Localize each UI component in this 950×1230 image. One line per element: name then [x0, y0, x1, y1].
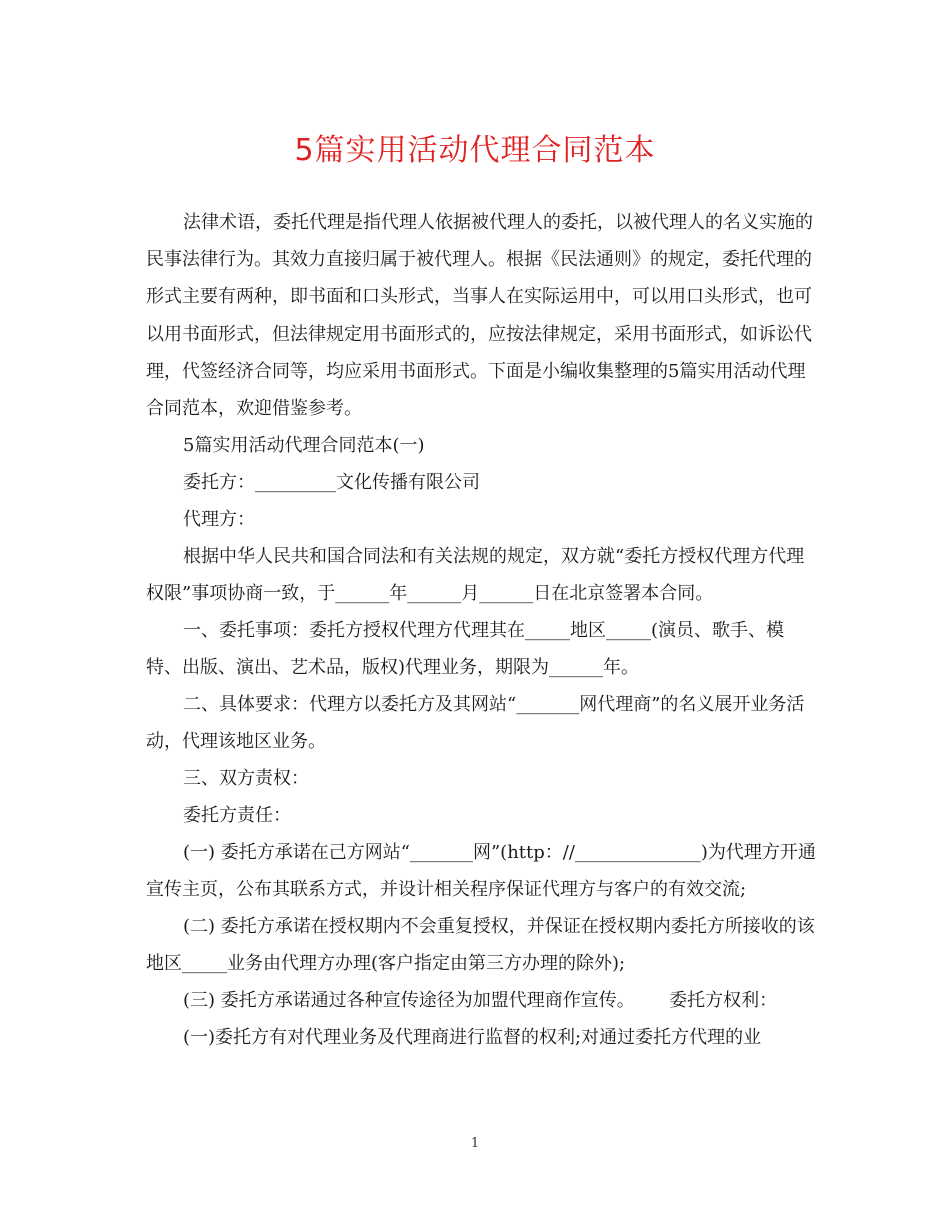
clause-3-heading: 三、双方责权： [183, 768, 309, 790]
principal-line: 委托方：_________文化传播有限公司 [183, 472, 480, 494]
duty-item-2: (二) 委托方承诺在授权期内不会重复授权，并保证在授权期内委托方所接收的该地区_____业务由代理方办理(客户指定由第三方办理的除外); [146, 916, 815, 975]
rights-item-1: (一)委托方有对代理业务及代理商进行监督的权利;对通过委托方代理的业 [183, 1027, 762, 1049]
principal-duties-heading: 委托方责任： [183, 805, 291, 827]
document-title: 5篇实用活动代理合同范本 [294, 133, 656, 168]
page-number: 1 [470, 1136, 480, 1151]
section-heading: 5篇实用活动代理合同范本(一) [183, 435, 425, 457]
duty-item-3: (三) 委托方承诺通过各种宣传途径为加盟代理商作宣传。 委托方权利： [183, 990, 778, 1012]
clause-1-paragraph: 一、委托事项：委托方授权代理方代理其在_____地区_____(演员、歌手、模特、出版、演出、艺术品，版权)代理业务，期限为______年。 [146, 620, 785, 679]
contract-basis-paragraph: 根据中华人民共和国合同法和有关法规的规定，双方就“委托方授权代理方代理权限”事项协商一致，于______年______月______日在北京签署本合同。 [146, 546, 805, 605]
duty-item-1: (一) 委托方承诺在己方网站“_______网”(http：//______________)为代理方开通宣传主页，公布其联系方式，并设计相关程序保证代理方与客户的有效交流; [146, 842, 816, 901]
intro-paragraph: 法律术语，委托代理是指代理人依据被代理人的委托，以被代理人的名义实施的民事法律行为。其效力直接归属于被代理人。根据《民法通则》的规定，委托代理的形式主要有两种，即书面和口头形式，当事人在实际运用中，可以用口头形式，也可以用书面形式，但法律规定用书面形式的，应按法律规定，采用书面形式，如诉讼代理，代签经济合同等，均应采用书面形式。下面是小编收集整理的5篇实用活动代理合同范本，欢迎借鉴参考。 [146, 212, 813, 420]
document-body [146, 204, 816, 1056]
clause-2-paragraph: 二、具体要求：代理方以委托方及其网站“_______网代理商”的名义展开业务活动，代理该地区业务。 [146, 694, 805, 753]
agent-line: 代理方： [183, 509, 255, 531]
